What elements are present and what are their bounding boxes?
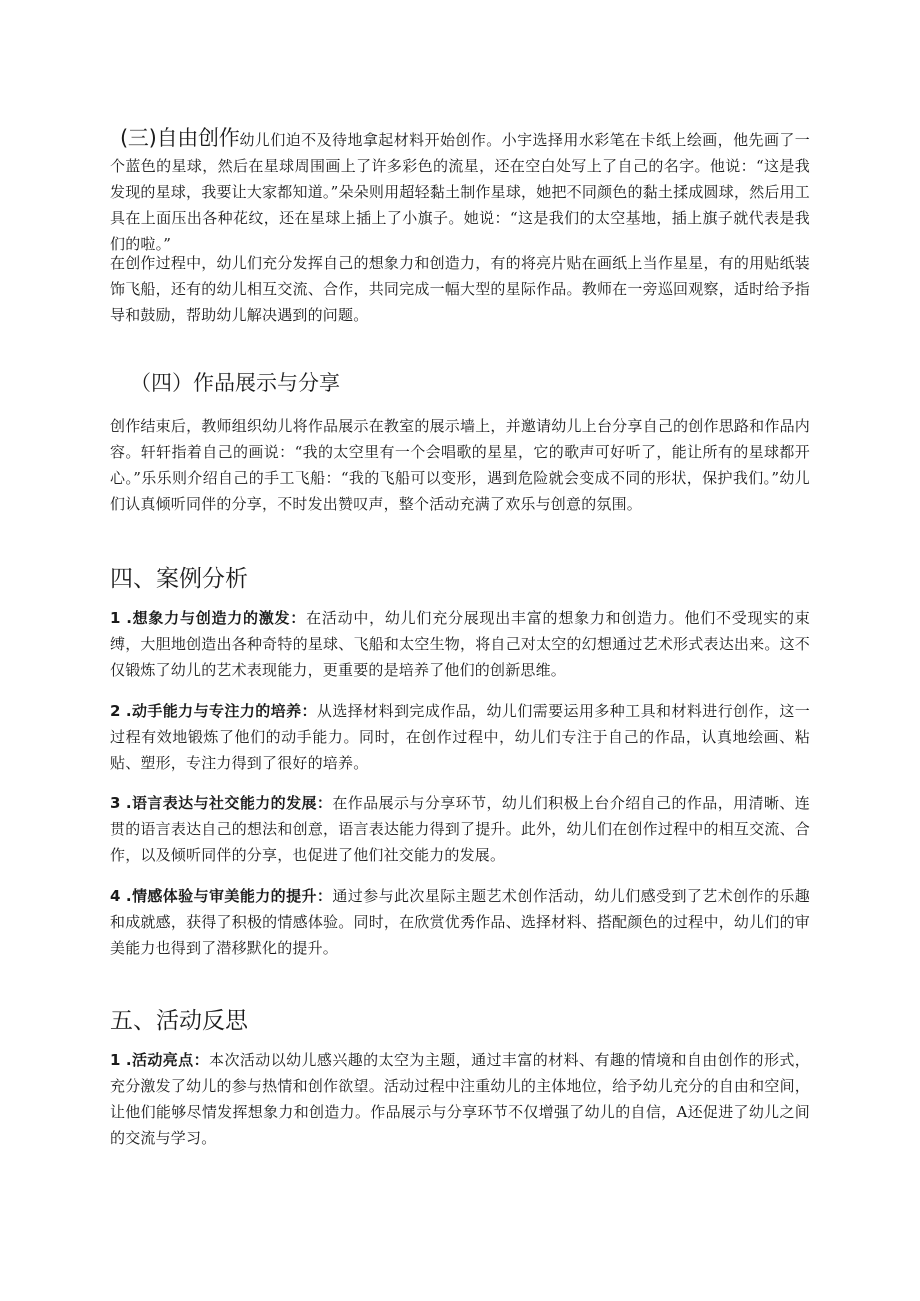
item-text: 在活动中，幼儿们充分展现出丰富的想象力和创造力。他们不受现实的束缚，大胆地创造出各种奇特的星球、飞船和太空生物，将自己对太空的幻想通过艺术形式表达出来。这不仅锻炼了幼儿的艺术表现能力，更重要的是培养了他们的创新思维。 — [110, 609, 811, 679]
item-lead: .情感体验与审美能力的提升： — [125, 887, 333, 905]
reflection-heading: 五、活动反思 — [110, 1008, 248, 1034]
section3-paragraph — [110, 125, 810, 257]
item-lead: .语言表达与社交能力的发展： — [125, 794, 333, 812]
item-lead: .动手能力与专注力的培养： — [125, 702, 317, 720]
item-number: 2 — [110, 702, 121, 720]
reflection-item-1 — [110, 1047, 810, 1151]
analysis-item-1 — [110, 605, 810, 683]
section4-heading: （四）作品展示与分享 — [130, 371, 340, 395]
section3-text: 幼儿们迫不及待地拿起材料开始创作。小宇选择用水彩笔在卡纸上绘画，他先画了一个蓝色的星球，然后在星球周围画上了许多彩色的流星，还在空白处写上了自己的名字。他说：“这是我发现的星球，我要让大家都知道。”朵朵则用超轻黏土制作星球，她把不同颜色的黏土揉成圆球，然后用工具在上面压出各种花纹，还在星球上插上了小旗子。她说：“这是我们的太空基地，插上旗子就代表是我们的啦。” — [110, 131, 810, 253]
item-lead: .活动亮点： — [125, 1051, 210, 1069]
item-text: 在作品展示与分享环节，幼儿们积极上台介绍自己的作品，用清晰、连贯的语言表达自己的想法和创意，语言表达能力得到了提升。此外，幼儿们在创作过程中的相互交流、合作，以及倾听同伴的分享，也促进了他们社交能力的发展。 — [110, 794, 810, 864]
section4-paragraph: 创作结束后，教师组织幼儿将作品展示在教室的展示墙上，并邀请幼儿上台分享自己的创作思路和作品内容。轩轩指着自己的画说：“我的太空里有一个会唱歌的星星，它的歌声可好听了，能让所有的星球都开心。”乐乐则介绍自己的手工飞船：“我的飞船可以变形，遇到危险就会变成不同的形状，保护我们。”幼儿们认真倾听同伴的分享，不时发出赞叹声，整个活动充满了欢乐与创意的氛围。 — [110, 417, 810, 513]
analysis-item-3 — [110, 790, 810, 868]
analysis-item-4 — [110, 883, 810, 961]
item-text: 通过参与此次星际主题艺术创作活动，幼儿们感受到了艺术创作的乐趣和成就感，获得了积极的情感体验。同时，在欣赏优秀作品、选择材料、搭配颜色的过程中，幼儿们的审美能力也得到了潜移默化的提升。 — [110, 887, 810, 957]
item-number: 1 — [110, 609, 121, 627]
analysis-heading: 四、案例分析 — [110, 566, 248, 592]
item-number: 4 — [110, 887, 121, 905]
item-lead: .想象力与创造力的激发： — [126, 609, 307, 627]
item-number: 3 — [110, 794, 121, 812]
section3-paragraph-2: 在创作过程中，幼儿们充分发挥自己的想象力和创造力，有的将亮片贴在画纸上当作星星，有的用贴纸装饰飞船，还有的幼儿相互交流、合作，共同完成一幅大型的星际作品。教师在一旁巡回观察，适时给予指导和鼓励，帮助幼儿解决遇到的问题。 — [110, 254, 810, 324]
item-text: 从选择材料到完成作品，幼儿们需要运用多种工具和材料进行创作，这一过程有效地锻炼了他们的动手能力。同时，在创作过程中，幼儿们专注于自己的作品，认真地绘画、粘贴、塑形，专注力得到了很好的培养。 — [110, 702, 810, 772]
section3-heading: (三)自由创作 — [120, 126, 240, 150]
item-text: 本次活动以幼儿感兴趣的太空为主题，通过丰富的材料、有趣的情境和自由创作的形式，充分激发了幼儿的参与热情和创作欲望。活动过程中注重幼儿的主体地位，给予幼儿充分的自由和空间，让他们能够尽情发挥想象力和创造力。作品展示与分享环节不仅增强了幼儿的自信，A还促进了幼儿之间的交流与学习。 — [110, 1051, 811, 1147]
analysis-item-2 — [110, 698, 810, 776]
item-number: 1 — [110, 1051, 121, 1069]
